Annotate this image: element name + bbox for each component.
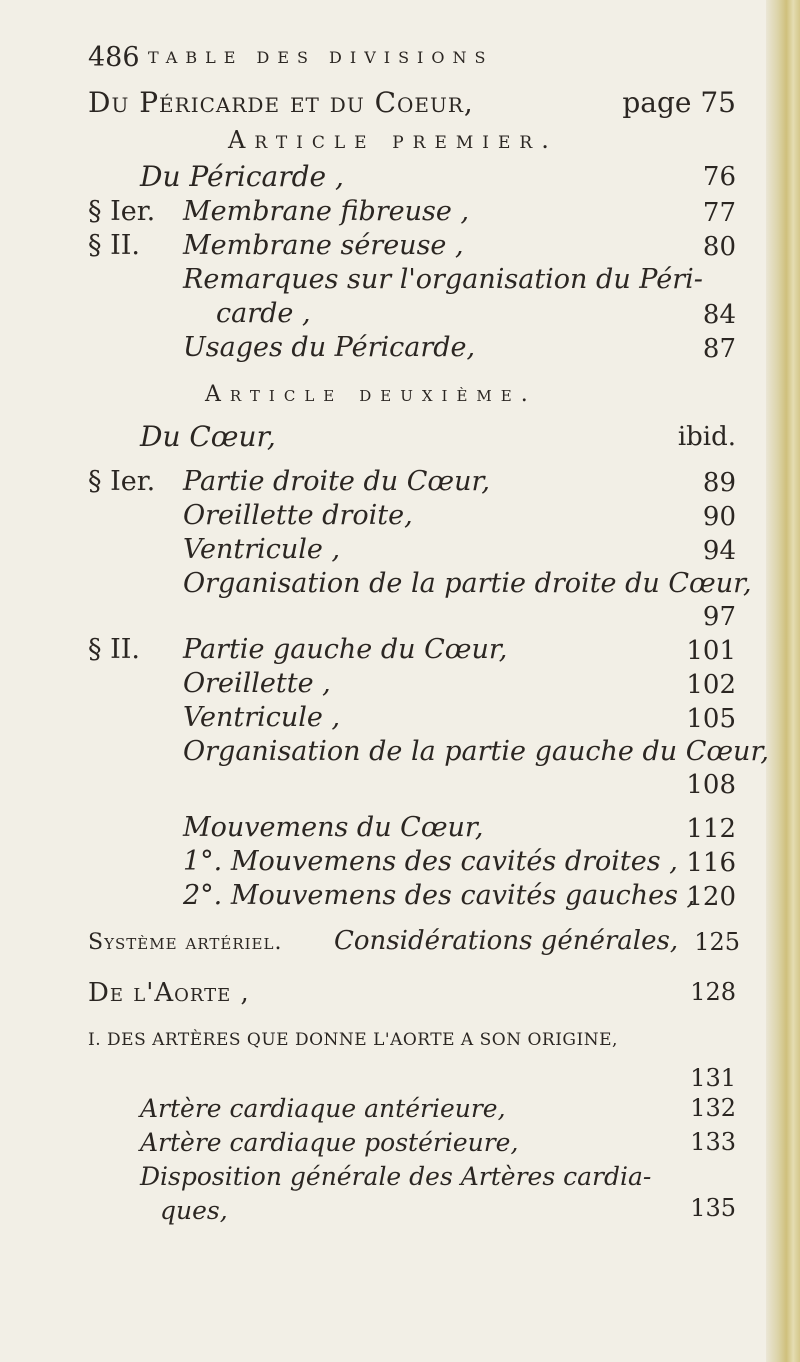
entry-label: Membrane fibreuse , [183,196,470,227]
systeme-page: 125 [694,928,740,956]
entry-page: 89 [702,468,736,498]
entry-label: Mouvemens du Cœur, [183,812,484,843]
entry-page: 97 [702,602,736,632]
entry-page: 132 [690,1094,736,1122]
section-page: page 75 [622,86,736,119]
entry-page: 76 [702,162,736,192]
entry-page: 133 [690,1128,736,1156]
section-title: Du Péricarde et du Coeur, [88,86,474,119]
page-number: 486 [88,42,140,73]
paragraph-marker: § II. [88,634,140,665]
entry-label: Oreillette droite, [183,500,413,531]
entry-label: Partie droite du Cœur, [183,466,491,497]
entry-label: Organisation de la partie droite du Cœur, [183,568,752,599]
entry-label: Usages du Péricarde, [183,332,476,363]
entry-label: Ventricule , [183,534,341,565]
article-2-heading: Article deuxième. [205,382,537,407]
systeme-italic: Considérations générales, [334,926,679,956]
paragraph-marker: § II. [88,230,140,261]
running-title: TABLE DES DIVISIONS [148,48,494,67]
entry-page: 102 [686,670,736,700]
entry-page: 116 [686,848,736,878]
aorte-label: De l'Aorte , [88,978,250,1008]
entry-page: 101 [686,636,736,666]
entry-page: 80 [702,232,736,262]
arteres-heading: I. DES ARTÈRES QUE DONNE L'AORTE A SON ORIGINE, [88,1030,618,1050]
entry-page: 105 [686,704,736,734]
arteres-heading-page: 131 [690,1064,736,1092]
entry-page: 90 [702,502,736,532]
entry-label: Artère cardiaque antérieure, [140,1094,506,1123]
entry-page: 120 [686,882,736,912]
entry-label: Membrane séreuse , [183,230,464,261]
entry-label: Oreillette , [183,668,331,699]
entry-label: Remarques sur l'organisation du Péri- [183,264,703,295]
entry-page: 84 [702,300,736,330]
entry-page: 108 [686,770,736,800]
paragraph-marker: § Ier. [88,196,156,227]
entry-label: Du Péricarde , [140,160,344,193]
paragraph-marker: § Ier. [88,466,156,497]
entry-page: 135 [690,1194,736,1222]
entry-page: 77 [702,198,736,228]
article-1-heading: Article premier. [228,126,558,154]
entry-label: 1°. Mouvemens des cavités droites , [183,846,678,877]
entry-label: Organisation de la partie gauche du Cœur, [183,736,769,767]
systeme-label: Système artériel. [88,930,283,955]
entry-label: Partie gauche du Cœur, [183,634,508,665]
entry-label: 2°. Mouvemens des cavités gauches , [183,880,696,911]
aorte-page: 128 [690,978,736,1006]
entry-page: 112 [686,814,736,844]
entry-label: Disposition générale des Artères cardia- [140,1162,652,1191]
entry-page: 94 [702,536,736,566]
entry-continuation: ques, [160,1196,228,1225]
page-edge [766,0,800,1362]
entry-label: Ventricule , [183,702,341,733]
entry-page: ibid. [677,422,736,452]
entry-continuation: carde , [216,298,311,329]
entry-label: Artère cardiaque postérieure, [140,1128,519,1157]
entry-page: 87 [702,334,736,364]
entry-label: Du Cœur, [140,420,276,453]
